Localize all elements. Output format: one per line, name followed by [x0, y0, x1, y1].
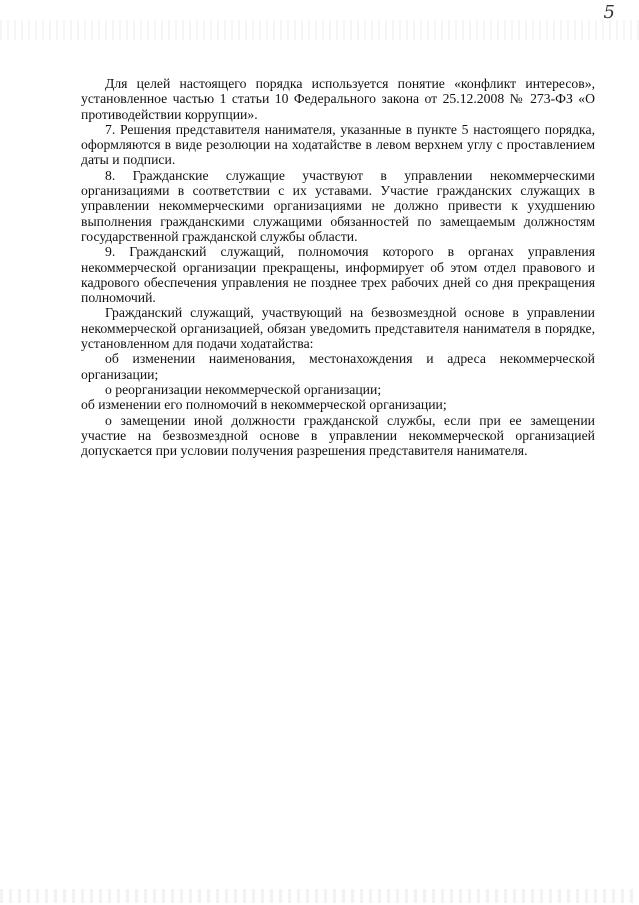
page-number: 5 — [603, 2, 615, 23]
list-item-name-change: об изменении наименования, местонахождения и адреса некоммерческой организации; — [81, 351, 595, 382]
list-item-reorganization: о реорганизации некоммерческой организации; — [105, 381, 382, 397]
paragraph-notification-duty: Гражданский служащий, участвующий на безвозмездной основе в управлении некоммерческой организацией, обязан уведомить представителя нанимателя в порядке, установленном для подачи ходатайства: — [81, 305, 595, 352]
list-item-other-position: о замещении иной должности гражданской службы, если при ее замещении участие на безвозмездной основе в управлении некоммерческой организацией допускается при условии получения разрешения представителя нанимателя. — [81, 412, 595, 459]
document-body — [81, 76, 595, 458]
paragraph-item-8: 8. Гражданские служащие участвуют в управлении некоммерческими организациями в соответствии с их уставами. Участие гражданских служащих в управлении некоммерческими организациями не должно привести к ухудшению выполнения гражданскими служащими обязанностей по замещаемым должностям государственной гражданской службы области. — [81, 167, 595, 244]
paragraph-item-7: 7. Решения представителя нанимателя, указанные в пункте 5 настоящего порядка, оформляются в виде резолюции на ходатайстве в левом верхнем углу с проставлением даты и подписи. — [81, 121, 595, 168]
scan-artifact-top — [0, 20, 639, 40]
scan-artifact-bottom — [0, 889, 639, 903]
paragraph-item-9: 9. Гражданский служащий, полномочия которого в органах управления некоммерческой организации прекращены, информирует об этом отдел правового и кадрового обеспечения управления не позднее трех рабочих дней со дня прекращения полномочий. — [81, 244, 595, 306]
list-item-powers-change: об изменении его полномочий в некоммерческой организации; — [81, 397, 447, 413]
paragraph-conflict-definition: Для целей настоящего порядка используется понятие «конфликт интересов», установленное частью 1 статьи 10 Федерального закона от 25.12.2008 № 273-ФЗ «О противодействии коррупции». — [81, 76, 595, 122]
